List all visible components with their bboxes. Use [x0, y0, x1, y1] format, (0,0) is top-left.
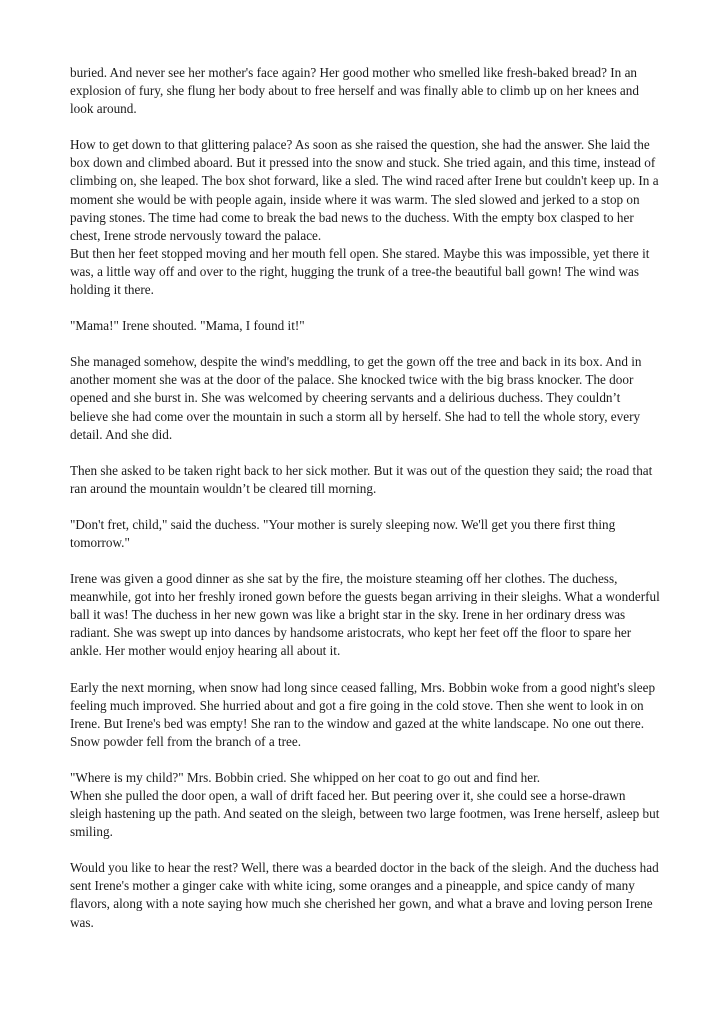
paragraph-next-morning: Early the next morning, when snow had long since ceased falling, Mrs. Bobbin woke from a good night's sleep feeling much improved. She hurried about and got a fire going in the cold stove. Then she went to look in on Irene. But Irene's bed was empty! She ran to the window and gazed at the white landscape. No one out there. Snow powder fell from the branch of a tree. — [70, 679, 656, 749]
paragraph-buried: buried. And never see her mother's face again? Her good mother who smelled like fresh-baked bread? In an explosion of fury, she flung her body about to free herself and was finally able to climb up on her knees and look around. — [70, 65, 639, 117]
paragraph-mama-shout: "Mama!" Irene shouted. "Mama, I found it!" — [70, 318, 305, 334]
paragraph-where-is-my-child: "Where is my child?" Mrs. Bobbin cried. She whipped on her coat to go out and find her. — [70, 769, 541, 785]
paragraph-palace-arrival: She managed somehow, despite the wind's meddling, to get the gown off the tree and back in its box. And in another moment she was at the door of the palace. She knocked twice with the big brass knocker. The door opened and she burst in. She was welcomed by cheering servants and a delirious duchess. They couldn’t believe she had come over the mountain in such a storm all by herself. She had to tell the whole story, every detail. And she did. — [70, 354, 642, 442]
paragraph-sleigh-arrives: When she pulled the door open, a wall of drift faced her. But peering over it, she could see a horse-drawn sleigh hastening up the path. And seated on the sleigh, between two large footmen, was Irene herself, asleep but smiling. — [70, 788, 660, 840]
paragraph-glittering-palace: How to get down to that glittering palace? As soon as she raised the question, she had the answer. She laid the box down and climbed aboard. But it pressed into the snow and stuck. She tried again, and this time, instead of climbing on, she leaped. The box shot forward, like a sled. The wind raced after Irene but couldn't keep up. In a moment she would be with people again, inside where it was warm. The sled slowed and jerked to a stop on paving stones. The time had come to break the bad news to the duchess. With the empty box clasped to her chest, Irene strode nervously toward the palace. — [70, 137, 659, 243]
document-page — [70, 64, 660, 950]
paragraph-the-rest: Would you like to hear the rest? Well, there was a bearded doctor in the back of the sleigh. And the duchess had sent Irene's mother a ginger cake with white icing, some oranges and a pineapple, and spice candy of many flavors, along with a note saying how much she cherished her gown, and what a brave and loving person Irene was. — [70, 860, 659, 930]
paragraph-duchess-reassurance: "Don't fret, child," said the duchess. "Your mother is surely sleeping now. We'll get you there first thing tomorrow." — [70, 516, 616, 550]
paragraph-ball: Irene was given a good dinner as she sat by the fire, the moisture steaming off her clothes. The duchess, meanwhile, got into her freshly ironed gown before the guests began arriving in their sleighs. What a wonderful ball it was! The duchess in her new gown was like a bright star in the sky. Irene in her ordinary dress was radiant. She was swept up into dances by handsome aristocrats, who kept her feet off the floor to spare her ankle. Her mother would enjoy hearing all about it. — [70, 571, 660, 659]
paragraph-sick-mother: Then she asked to be taken right back to her sick mother. But it was out of the question they said; the road that ran around the mountain wouldn’t be cleared till morning. — [70, 462, 653, 496]
paragraph-ball-gown-found: But then her feet stopped moving and her mouth fell open. She stared. Maybe this was impossible, yet there it was, a little way off and over to the right, hugging the trunk of a tree-the beautiful ball gown! The wind was holding it there. — [70, 245, 650, 298]
